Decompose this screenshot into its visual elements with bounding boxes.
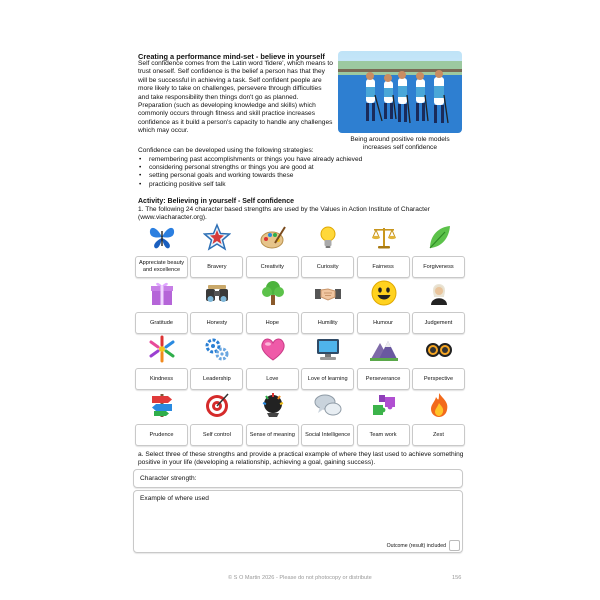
strength-card [300, 223, 355, 279]
photo-caption: Being around positive role models increases self confidence [350, 136, 450, 151]
character-strength-label: Character strength: [140, 475, 197, 482]
judge-icon [425, 279, 453, 307]
rainbow-head-icon [259, 391, 287, 419]
list-item: • remembering past accomplishments or things you have already achieved [138, 156, 362, 164]
strength-card [300, 279, 355, 335]
activity-text: 1. The following 24 character based strengths are used by the Values in Action Institute of Character (www.viacharacter.org). [138, 206, 430, 221]
target-icon [203, 391, 231, 419]
strength-card [411, 391, 466, 447]
signpost-icon [148, 391, 176, 419]
speech-bubbles-icon [314, 391, 342, 419]
leaf-icon [425, 223, 453, 251]
outcome-label: Outcome (result) included [386, 543, 446, 549]
strength-label: Curiosity [301, 256, 354, 278]
strength-label: Appreciate beauty and excellence [135, 256, 188, 278]
strength-card [245, 391, 300, 447]
strength-card [356, 279, 411, 335]
list-item: • considering personal strengths or things you are good at [138, 164, 362, 172]
scales-icon [370, 223, 398, 251]
flame-icon [425, 391, 453, 419]
strength-card [411, 279, 466, 335]
strength-card [411, 223, 466, 279]
hands-circle-icon [148, 335, 176, 363]
strength-label: Love [246, 368, 299, 390]
example-label: Example of where used [140, 495, 209, 502]
strength-label: Perseverance [357, 368, 410, 390]
example-field[interactable] [133, 490, 463, 553]
strength-label: Bravery [190, 256, 243, 278]
copyright-footer: © S O Martin 2026 - Please do not photocopy or distribute [228, 575, 372, 581]
strength-card [189, 223, 244, 279]
list-item: • practicing positive self talk [138, 181, 362, 189]
puzzle-icon [370, 391, 398, 419]
strength-card [134, 223, 189, 279]
strength-card [134, 391, 189, 447]
list-item: • setting personal goals and working towards these [138, 172, 362, 180]
strength-label: Hope [246, 312, 299, 334]
strength-card [356, 223, 411, 279]
gift-icon [148, 279, 176, 307]
strength-label: Forgiveness [412, 256, 465, 278]
strength-card [245, 279, 300, 335]
strength-label: Sense of meaning [246, 424, 299, 446]
tree-icon [259, 279, 287, 307]
strength-label: Zest [412, 424, 465, 446]
smiley-icon [370, 279, 398, 307]
glasses-icon [425, 335, 453, 363]
strength-label: Love of learning [301, 368, 354, 390]
strength-card [134, 335, 189, 391]
paint-palette-icon [259, 223, 287, 251]
butterfly-icon [148, 223, 176, 251]
question-text: a. Select three of these strengths and provide a practical example of where they last used to achieve something positive in your life (developing a relationship, achieving a goal, gaining success). [138, 451, 464, 467]
strength-label: Kindness [135, 368, 188, 390]
heart-icon [259, 335, 287, 363]
strength-label: Leadership [190, 368, 243, 390]
gears-icon [203, 335, 231, 363]
character-strength-field[interactable] [133, 469, 463, 488]
strategies-intro: Confidence can be developed using the following strategies: [138, 147, 314, 154]
strength-label: Social Intelligence [301, 424, 354, 446]
strength-card [300, 335, 355, 391]
star-icon [203, 223, 231, 251]
outcome-checkbox[interactable] [449, 540, 460, 551]
strength-card [189, 279, 244, 335]
strength-label: Prudence [135, 424, 188, 446]
strength-label: Humility [301, 312, 354, 334]
handshake-icon [314, 279, 342, 307]
strengths-grid [134, 223, 466, 447]
intro-paragraph: Self confidence comes from the Latin word 'fidere', which means to trust oneself. Self confidence is the belief a person has that they will be successful in achieving a task. Self confident people are more likely to take on challenges, persevere through difficulties and take responsibility then things don't go as planned. Preparation (such as developing knowledge and skills) which commonly occurs through fitness and skill practice increases confidence as it build a person's capacity to handle any challenges which may occur. [138, 60, 333, 135]
strength-card [134, 279, 189, 335]
strength-card [189, 391, 244, 447]
strength-card [411, 335, 466, 391]
mountain-icon [370, 335, 398, 363]
hockey-photo [338, 51, 462, 133]
strength-card [189, 335, 244, 391]
binoculars-icon [203, 279, 231, 307]
strength-label: Humour [357, 312, 410, 334]
strength-label: Honesty [190, 312, 243, 334]
page-number: 156 [452, 575, 462, 581]
strength-label: Fairness [357, 256, 410, 278]
strength-card [356, 335, 411, 391]
strength-card [245, 223, 300, 279]
strategies-list [138, 156, 362, 189]
strength-label: Gratitude [135, 312, 188, 334]
light-bulb-icon [314, 223, 342, 251]
strength-card [300, 391, 355, 447]
strength-label: Team work [357, 424, 410, 446]
strength-label: Self control [190, 424, 243, 446]
strength-label: Creativity [246, 256, 299, 278]
strength-label: Judgement [412, 312, 465, 334]
strength-card [245, 335, 300, 391]
section-title: Creating a performance mind-set - believe in yourself [138, 52, 325, 61]
strength-card [356, 391, 411, 447]
activity-title: Activity: Believing in yourself - Self confidence [138, 198, 294, 205]
computer-icon [314, 335, 342, 363]
strength-label: Perspective [412, 368, 465, 390]
